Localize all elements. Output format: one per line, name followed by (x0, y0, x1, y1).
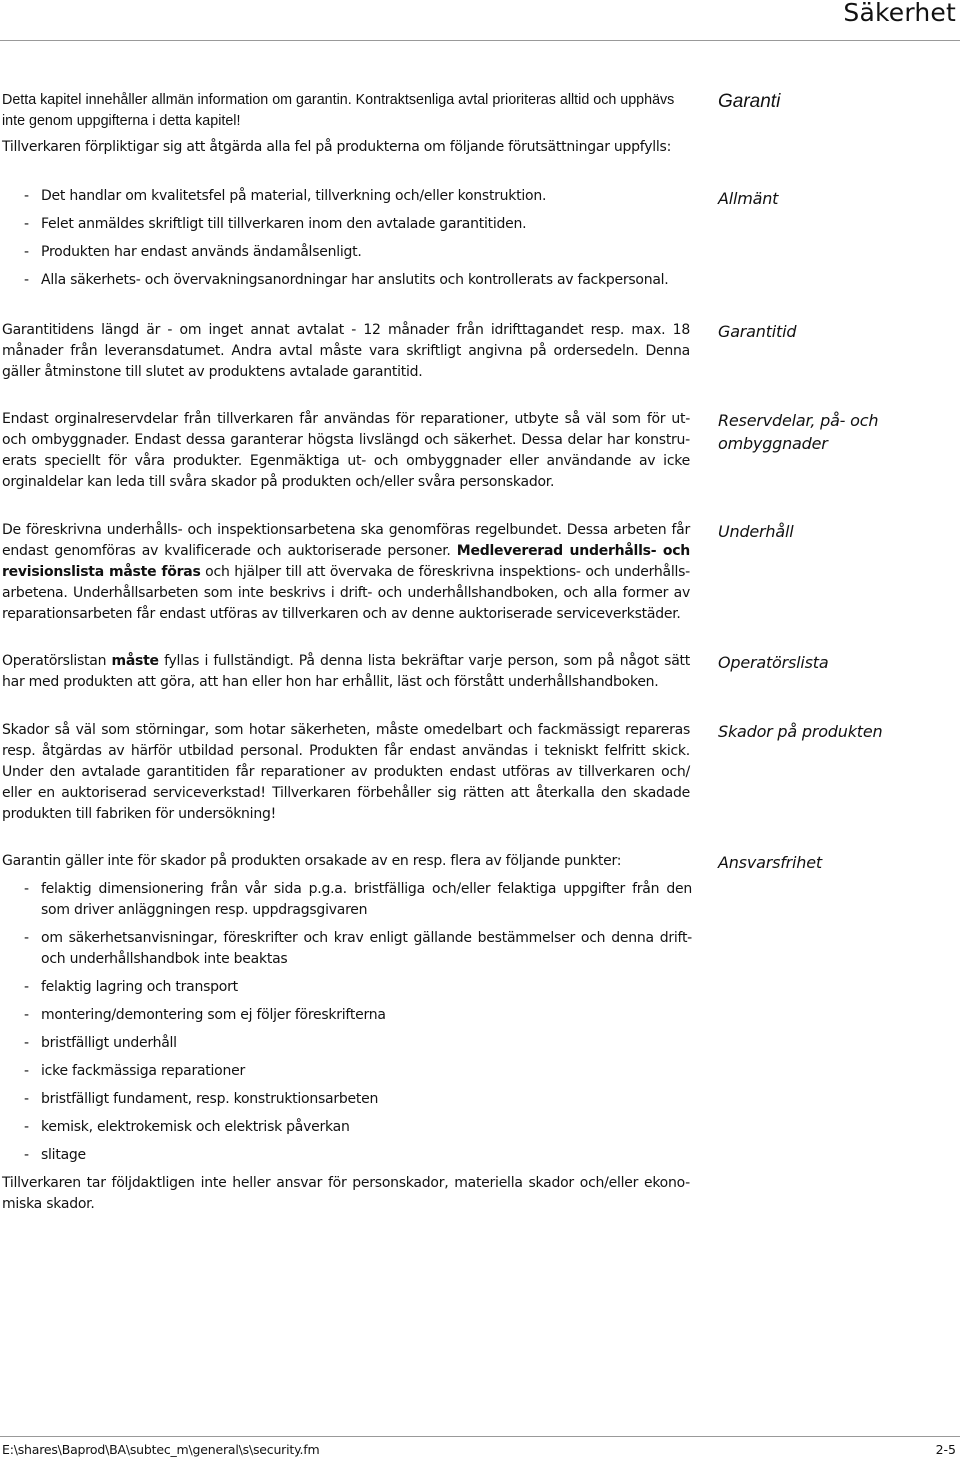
operator-emphasis: måste (111, 653, 159, 669)
list-item: - montering/demontering som ej följer föreskrifterna (24, 1007, 386, 1023)
sidebar-heading-garantitid: Garantitid (718, 322, 797, 341)
list-item: - Det handlar om kvalitetsfel på material, tillverkning och/eller konstruktion. (24, 188, 547, 204)
intro-paragraph: Detta kapitel innehåller allmän information om garantin. Kontraktsenliga avtal prioriteras alltid och upphävs inte genom uppgifterna i detta kapitel! (2, 92, 675, 129)
sidebar-heading-skador: Skador på produkten (718, 722, 883, 741)
operatorslista-paragraph: Operatörslistan måste fyllas i fullständigt. På denna lista bekräftar varje person, som på något sätt har med produkten att göra, att han eller hon har erhållit, läst och förstått underhållshandboken. (2, 653, 690, 690)
intro-conditions-lead: Tillverkaren förpliktigar sig att åtgärda alla fel på produkterna om följande förutsättningar uppfylls: (2, 139, 672, 155)
reservdelar-paragraph: Endast orginalreservdelar från tillverkaren får användas för reparationer, utbyte så väl som för ut-och ombyggnader. Endast dessa garanterar högsta livslängd och säkerhet. Dessa delar har konstru-erats speciellt för våra produkter. Egenmäktiga ut- och ombyggnader eller användande av icke orginaldelar kan leda till svåra skador på produkten och/eller svåra personskador. (2, 411, 690, 490)
list-item: - icke fackmässiga reparationer (24, 1063, 245, 1079)
list-item: - Produkten har endast används ändamålsenligt. (24, 244, 362, 260)
list-item: - Alla säkerhets- och övervakningsanordningar har anslutits och kontrollerats av fackpersonal. (24, 272, 669, 288)
list-item: - bristfälligt fundament, resp. konstruktionsarbeten (24, 1091, 379, 1107)
footer-divider (0, 1436, 960, 1437)
underhall-emphasis: Medlevererad underhålls- och revisionslista måste föras (2, 543, 690, 580)
ansvarsfrihet-intro: Garantin gäller inte för skador på produkten orsakade av en resp. flera av följande punkter: (2, 853, 622, 869)
list-item: - kemisk, elektrokemisk och elektrisk påverkan (24, 1119, 350, 1135)
ansvarsfrihet-outro: Tillverkaren tar följdaktligen inte heller ansvar för personskador, materiella skador och/eller ekono-miska skador. (2, 1175, 690, 1212)
sidebar-heading-ansvarsfrihet: Ansvarsfrihet (718, 853, 822, 872)
sidebar-heading-allmant: Allmänt (718, 189, 779, 208)
conditions-list (2, 186, 692, 291)
ansvarsfrihet-list (2, 879, 692, 1166)
page-title: Säkerhet (843, 0, 956, 27)
sidebar-heading-garanti: Garanti (718, 91, 781, 112)
footer-page-number: 2-5 (935, 1442, 956, 1457)
header-divider (0, 40, 960, 41)
sidebar-heading-underhall: Underhåll (718, 522, 794, 541)
list-item: - om säkerhetsanvisningar, föreskrifter och krav enligt gällande bestämmelser och denna drift-och underhållshandbok inte beaktas (24, 930, 692, 967)
sidebar-heading-operatorslista: Operatörslista (718, 653, 829, 672)
list-item: - felaktig lagring och transport (24, 979, 238, 995)
list-item: - Felet anmäldes skriftligt till tillverkaren inom den avtalade garantitiden. (24, 216, 527, 232)
garantitid-paragraph: Garantitidens längd är - om inget annat avtalat - 12 månader från idrifttagandet resp. max. 18 månader från leveransdatumet. Andra avtal måste vara skriftligt angivna på ordersedeln. Denna gäller åtminstone till slutet av produktens avtalade garantitid. (2, 322, 690, 380)
skador-paragraph: Skador så väl som störningar, som hotar säkerheten, måste omedelbart och fackmässigt repareras resp. åtgärdas av härför utbildad personal. Produkten får endast användas i tekniskt felfritt skick. Under den avtalade garantitiden får reparationer av produkten endast utföras av tillverkaren och/ eller en auktoriserad serviceverkstad! Tillverkaren förbehåller sig rätten att återkalla den skadade produkten till fabriken för undersökning! (2, 722, 690, 822)
footer-file-path: E:\shares\Baprod\BA\subtec_m\general\s\security.fm (2, 1442, 320, 1457)
sidebar-heading-reservdelar: Reservdelar, på- och ombyggnader (718, 411, 879, 453)
list-item: - felaktig dimensionering från vår sida p.g.a. bristfälliga och/eller felaktiga uppgifter från den som driver anläggningen resp. uppdragsgivaren (24, 881, 692, 918)
list-item: - bristfälligt underhåll (24, 1035, 177, 1051)
list-item: - slitage (24, 1147, 86, 1163)
underhall-paragraph: De föreskrivna underhålls- och inspektionsarbetena ska genomföras regelbundet. Dessa arbeten får endast genomföras av kvalificerade och auktoriserade personer. Medlevererad underhålls- och revisionslista måste föras och hjälper till att övervaka de föreskrivna inspektions- och underhålls-arbetena. Underhållsarbeten som inte beskrivs i drift- och underhållshandboken, och alla former av reparationsarbeten får endast utföras av tillverkaren och av denne auktoriserade serviceverkstäder. (2, 522, 690, 622)
